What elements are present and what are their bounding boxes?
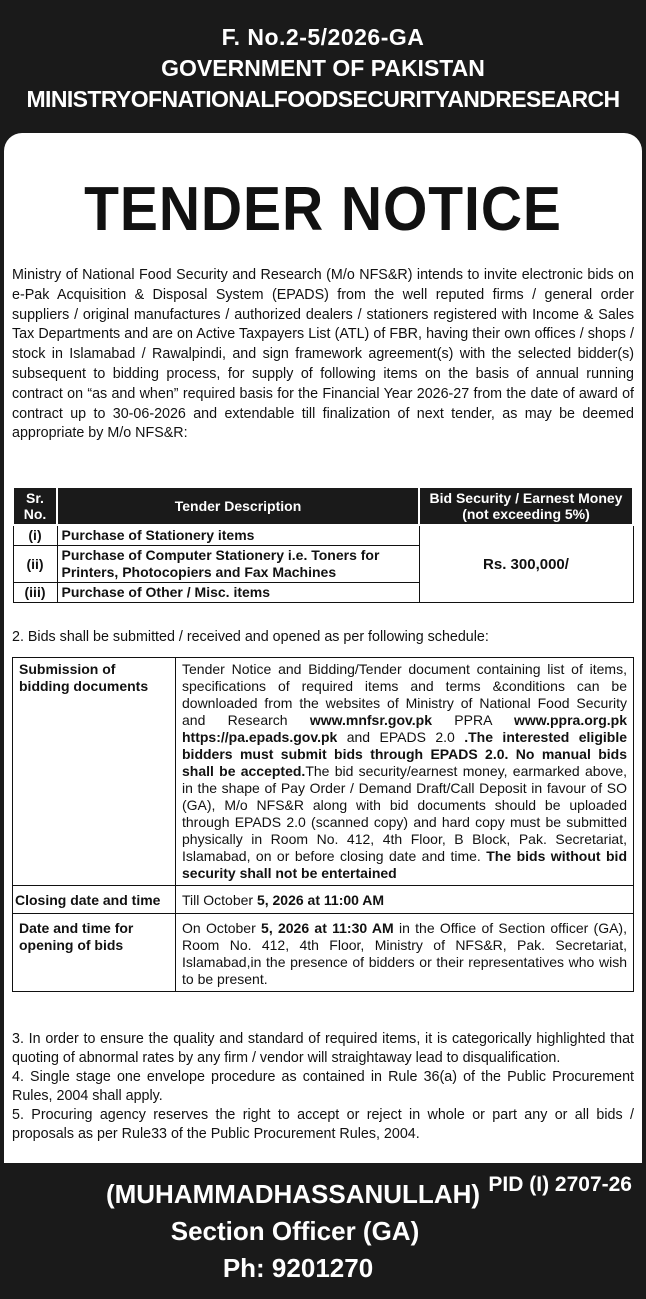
- col-bid-security: Bid Security / Earnest Money (not exceeding 5%): [419, 487, 633, 525]
- row-description: Purchase of Computer Stationery i.e. Toners for Printers, Photocopiers and Fax Machines: [57, 546, 419, 583]
- row-sr: (iii): [13, 583, 57, 603]
- col-description: Tender Description: [57, 487, 419, 525]
- table-row: [13, 658, 634, 886]
- row-description: Purchase of Other / Misc. items: [57, 583, 419, 603]
- file-number: F. No.2-5/2026-GA: [221, 24, 425, 50]
- note-3: 3. In order to ensure the quality and standard of required items, it is categorically highlighted that quoting of abnormal rates by any firm / vendor will straightaway lead to disqualification.: [12, 1031, 634, 1066]
- col-sr: Sr. No.: [13, 487, 57, 525]
- schedule-table: [12, 657, 634, 992]
- signatory-name: (MUHAMMADHASSANULLAH): [105, 1179, 481, 1209]
- note-5: 5. Procuring agency reserves the right to accept or reject in whole or part any or all bids / proposals as per Rule33 of the Public Procurement Rules, 2004.: [12, 1107, 634, 1142]
- header-band: [0, 0, 646, 150]
- closing-label: Closing date and time: [13, 886, 176, 914]
- items-table: [12, 486, 634, 603]
- signatory-designation: Section Officer (GA): [170, 1216, 420, 1246]
- pid-number: PID (I) 2707-26: [488, 1173, 632, 1196]
- row-description: Purchase of Stationery items: [57, 525, 419, 546]
- table-row: [13, 914, 634, 992]
- table-row: [13, 886, 634, 914]
- notes: [12, 1030, 634, 1144]
- items-table-header: [13, 487, 633, 525]
- footer-band: [0, 1165, 646, 1299]
- row-sr: (i): [13, 525, 57, 546]
- opening-label: Date and time for opening of bids: [13, 914, 176, 992]
- table-row: [13, 525, 633, 546]
- intro-paragraph: Ministry of National Food Security and Research (M/o NFS&R) intends to invite electronic bids on e-Pak Acquisition & Disposal System (EPADS) from the well reputed firms / general order suppliers / original manufactures / authorized dealers / stationers registered with Income & Sales Tax Departments and are on Active Taxpayers List (ATL) of FBR, having their own offices / shops / stock in Islamabad / Rawalpindi, and sign framework agreement(s) with the selected bidder(s) subsequent to bidding process, for supply of following items on the basis of annual running contract on “as and when” required basis for the Financial Year 2026-27 from the date of award of contract up to 30-06-2026 and extendable till finalization of next tender, as may be deemed appropriate by M/o NFS&R:: [12, 267, 634, 442]
- submission-text: Tender Notice and Bidding/Tender document containing list of items, specifications of required items and terms &conditions can be downloaded from the websites of Ministry of National Food Security and Research www.mnfsr.gov.pk PPRA www.ppra.org.pk https://pa.epads.gov.pk and EPADS 2.0 .The interested eligible bidders must submit bids through EPADS 2.0. No manual bids shall be accepted.The bid security/earnest money, earmarked above, in the shape of Pay Order / Demand Draft/Call Deposit in favour of SO (GA), M/o NFS&R along with bid documents should be uploaded through EPADS 2.0 (scanned copy) and hard copy must be submitted physically in Room No. 412, 4th Floor, B Block, Pak. Secretariat, Islamabad, on or before closing date and time. The bids without bid security shall not be entertained: [176, 658, 634, 886]
- notice-title: TENDER NOTICE: [84, 175, 562, 244]
- website-mnfsr: www.mnfsr.gov.pk: [309, 712, 432, 728]
- submission-label: Submission of bidding documents: [13, 658, 176, 886]
- opening-text: On October 5, 2026 at 11:30 AM in the Office of Section officer (GA), Room No. 412, 4th Floor, Ministry of NFS&R, Pak. Secretariat, Islamabad,in the presence of bidders or their representatives who wish to be present.: [176, 914, 634, 992]
- schedule-intro: 2. Bids shall be submitted / received and opened as per following schedule:: [12, 629, 489, 645]
- government-heading: GOVERNMENT OF PAKISTAN: [161, 55, 485, 81]
- signatory-phone: Ph: 9201270: [222, 1253, 374, 1283]
- bid-amount: Rs. 300,000/: [419, 525, 633, 603]
- website-ppra: www.ppra.org.pk: [513, 712, 627, 728]
- website-epads: https://pa.epads.gov.pk: [182, 729, 338, 745]
- row-sr: (ii): [13, 546, 57, 583]
- ministry-heading: MINISTRYOFNATIONALFOODSECURITYANDRESEARCH: [26, 86, 620, 112]
- note-4: 4. Single stage one envelope procedure as contained in Rule 36(a) of the Public Procurement Rules, 2004 shall apply.: [12, 1069, 634, 1104]
- closing-text: Till October 5, 2026 at 11:00 AM: [176, 886, 634, 914]
